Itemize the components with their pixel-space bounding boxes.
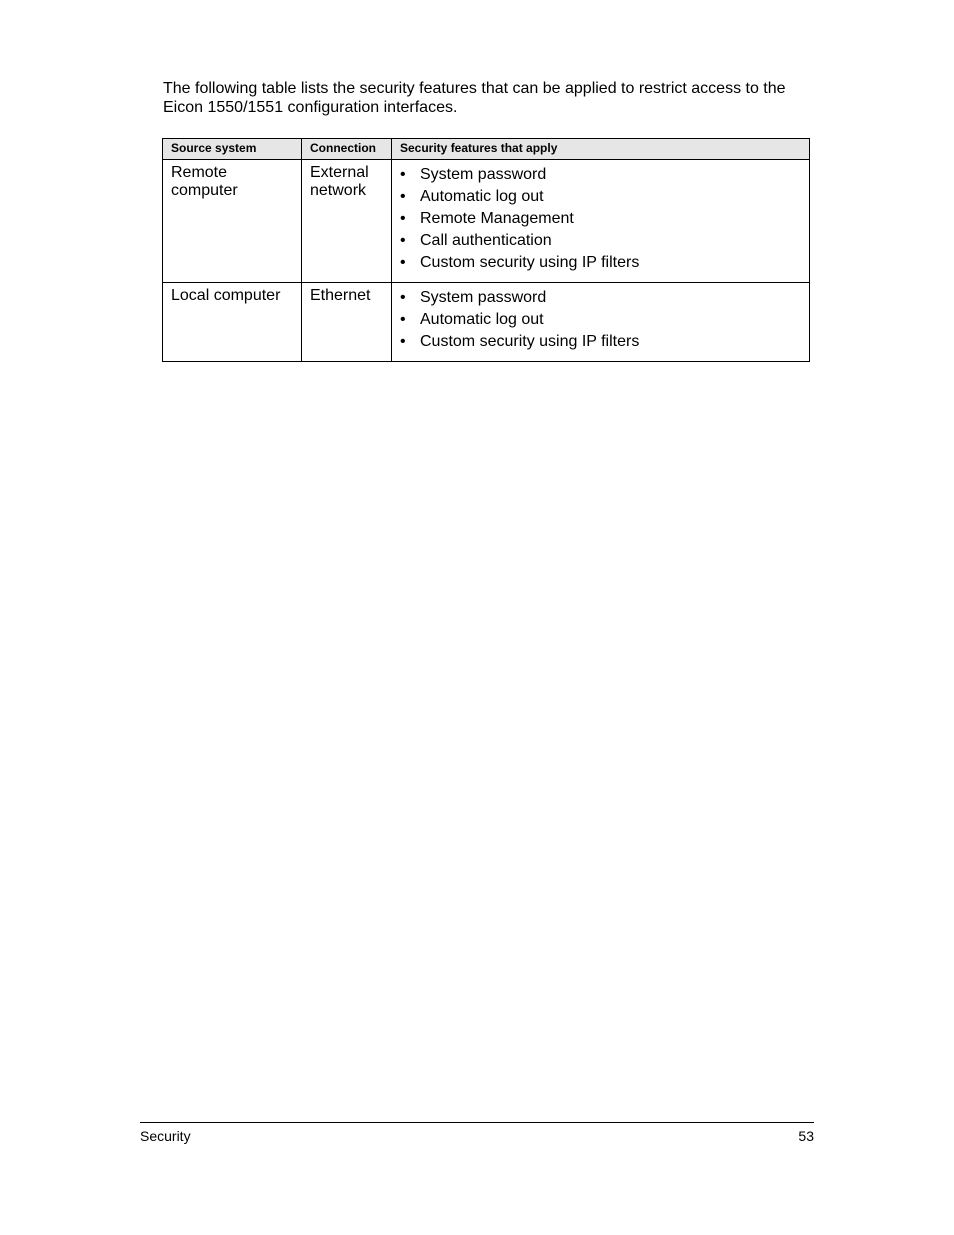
cell-security-features xyxy=(392,283,810,362)
feature-item: • Custom security using IP filters xyxy=(400,252,802,274)
header-connection: Connection xyxy=(302,139,392,160)
header-source-system: Source system xyxy=(163,139,302,160)
table-header-row xyxy=(163,139,810,160)
footer-section-title: Security xyxy=(140,1128,191,1144)
cell-source-system: Remote computer xyxy=(163,160,302,283)
cell-security-features xyxy=(392,160,810,283)
bullet-icon: • xyxy=(400,254,406,271)
table-row xyxy=(163,160,810,283)
bullet-icon: • xyxy=(400,210,406,227)
security-features-table xyxy=(162,138,810,362)
footer-divider xyxy=(140,1122,814,1123)
feature-list xyxy=(400,164,802,274)
feature-list xyxy=(400,287,802,353)
feature-item: • Automatic log out xyxy=(400,309,802,331)
feature-item: • System password xyxy=(400,164,802,186)
table-row xyxy=(163,283,810,362)
cell-connection: Ethernet xyxy=(302,283,392,362)
cell-source-system: Local computer xyxy=(163,283,302,362)
bullet-icon: • xyxy=(400,289,406,306)
bullet-icon: • xyxy=(400,166,406,183)
footer-page-number: 53 xyxy=(798,1128,814,1144)
bullet-icon: • xyxy=(400,232,406,249)
bullet-icon: • xyxy=(400,311,406,328)
feature-item: • Automatic log out xyxy=(400,186,802,208)
feature-item: • Custom security using IP filters xyxy=(400,331,802,353)
bullet-icon: • xyxy=(400,333,406,350)
feature-item: • System password xyxy=(400,287,802,309)
intro-paragraph: The following table lists the security features that can be applied to restrict access to the Eicon 1550/1551 configuration interfaces. xyxy=(163,80,786,116)
bullet-icon: • xyxy=(400,188,406,205)
cell-connection: External network xyxy=(302,160,392,283)
feature-item: • Call authentication xyxy=(400,230,802,252)
header-security-features: Security features that apply xyxy=(392,139,810,160)
feature-item: • Remote Management xyxy=(400,208,802,230)
